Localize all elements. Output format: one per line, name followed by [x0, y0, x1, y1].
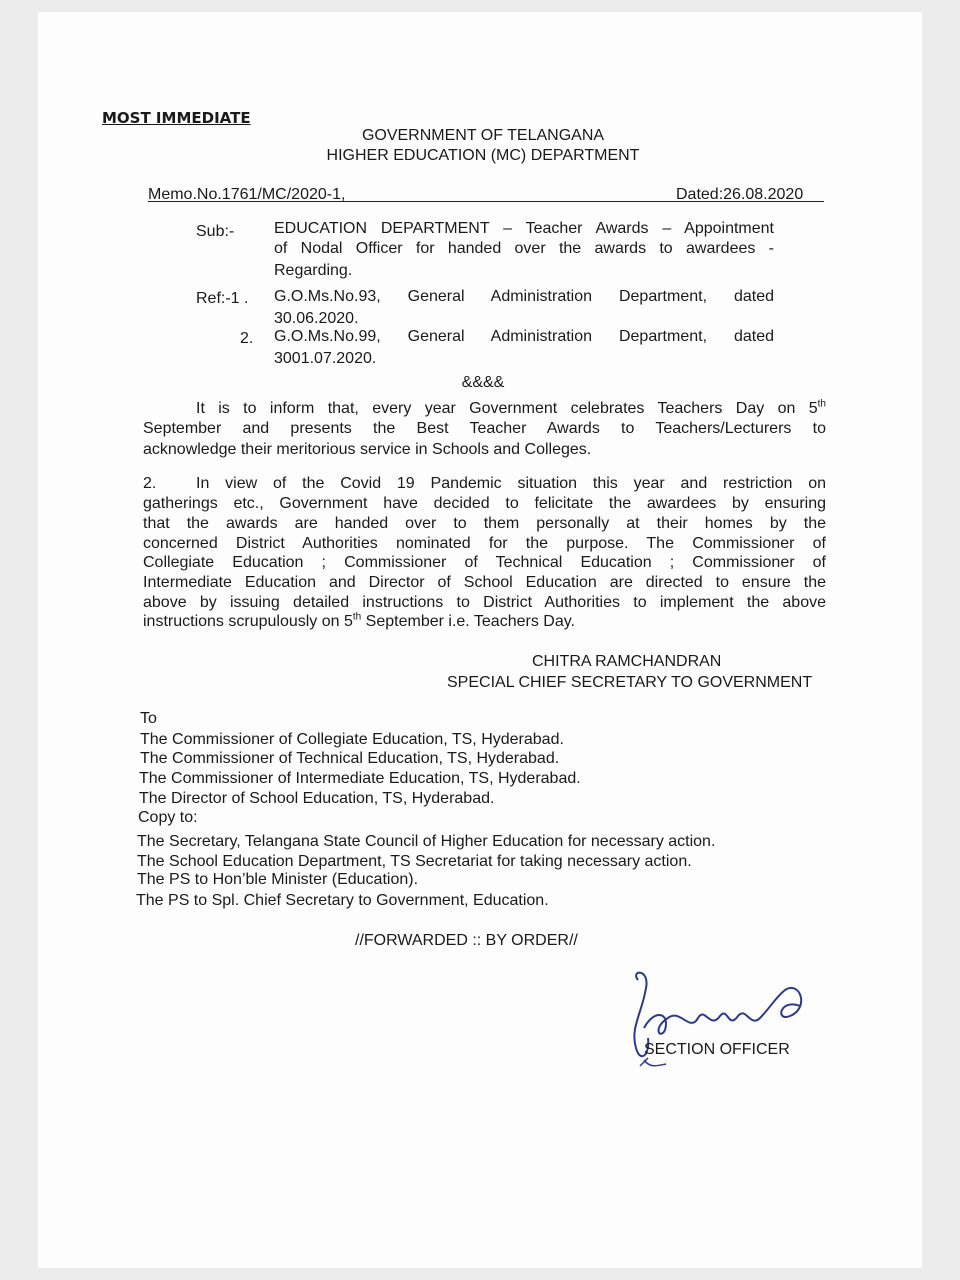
para1-line: September and presents the Best Teacher Awards to Teachers/Lecturers to [143, 420, 826, 437]
recipient: The Director of School Education, TS, Hyderabad. [139, 790, 495, 807]
copy-recipient: The Secretary, Telangana State Council of Higher Education for necessary action. [137, 833, 716, 850]
subject-line: of Nodal Officer for handed over the awards to awardees - [274, 240, 774, 257]
signatory-name: CHITRA RAMCHANDRAN [532, 653, 722, 670]
para2-line: instructions scrupulously on 5th September i.e. Teachers Day. [143, 611, 575, 630]
subject-line: Regarding. [274, 262, 353, 279]
ref-2-number: 2. [240, 330, 254, 347]
para2-line: Collegiate Education ; Commissioner of Technical Education ; Commissioner of [143, 554, 826, 571]
copy-recipient: The PS to Spl. Chief Secretary to Government, Education. [136, 892, 549, 909]
ref-2-line: 3001.07.2020. [274, 350, 377, 367]
recipient: The Commissioner of Collegiate Education, TS, Hyderabad. [140, 731, 564, 748]
para2-line: Intermediate Education and Director of School Education are directed to ensure the [143, 574, 826, 591]
recipient: The Commissioner of Technical Education, TS, Hyderabad. [140, 750, 560, 767]
para2-line: gatherings etc., Government have decided to felicitate the awardees by ensuring [143, 495, 826, 512]
header-department: HIGHER EDUCATION (MC) DEPARTMENT [326, 147, 640, 164]
para2-line: concerned District Authorities nominated for the purpose. The Commissioner of [143, 535, 826, 552]
to-label: To [140, 710, 157, 727]
signatory-title: SPECIAL CHIEF SECRETARY TO GOVERNMENT [447, 674, 813, 691]
forwarded-by-order: //FORWARDED :: BY ORDER// [355, 932, 578, 949]
subject-line: EDUCATION DEPARTMENT – Teacher Awards – Appointment [274, 220, 774, 237]
para2-line: that the awards are handed over to them personally at their homes by the [143, 515, 826, 532]
copy-recipient: The PS to Hon’ble Minister (Education). [137, 871, 419, 888]
para1-line: It is to inform that, every year Government celebrates Teachers Day on 5th [196, 398, 826, 417]
subject-label: Sub:- [196, 223, 235, 240]
para2-line: above by issuing detailed instructions to District Authorities to implement the above [143, 594, 826, 611]
para2-line: In view of the Covid 19 Pandemic situation this year and restriction on [196, 475, 826, 492]
recipient: The Commissioner of Intermediate Education, TS, Hyderabad. [139, 770, 581, 787]
memo-date: Dated:26.08.2020 [676, 186, 804, 203]
para2-number: 2. [143, 475, 157, 492]
priority-label: MOST IMMEDIATE [102, 109, 251, 127]
section-officer-label: SECTION OFFICER [644, 1041, 790, 1058]
signature [610, 968, 840, 1078]
memo-number: Memo.No.1761/MC/2020-1, [148, 186, 346, 203]
ref-1-line: 30.06.2020. [274, 310, 359, 327]
copy-recipient: The School Education Department, TS Secretariat for taking necessary action. [137, 853, 692, 870]
ref-2-line: G.O.Ms.No.99, General Administration Department, dated [274, 328, 774, 345]
ref-label: Ref:-1 . [196, 290, 249, 307]
para1-line: acknowledge their meritorious service in Schools and Colleges. [143, 441, 592, 458]
header-government: GOVERNMENT OF TELANGANA [361, 127, 605, 144]
separator: &&&& [461, 374, 505, 391]
ref-1-line: G.O.Ms.No.93, General Administration Department, dated [274, 288, 774, 305]
copy-to-label: Copy to: [138, 809, 198, 826]
